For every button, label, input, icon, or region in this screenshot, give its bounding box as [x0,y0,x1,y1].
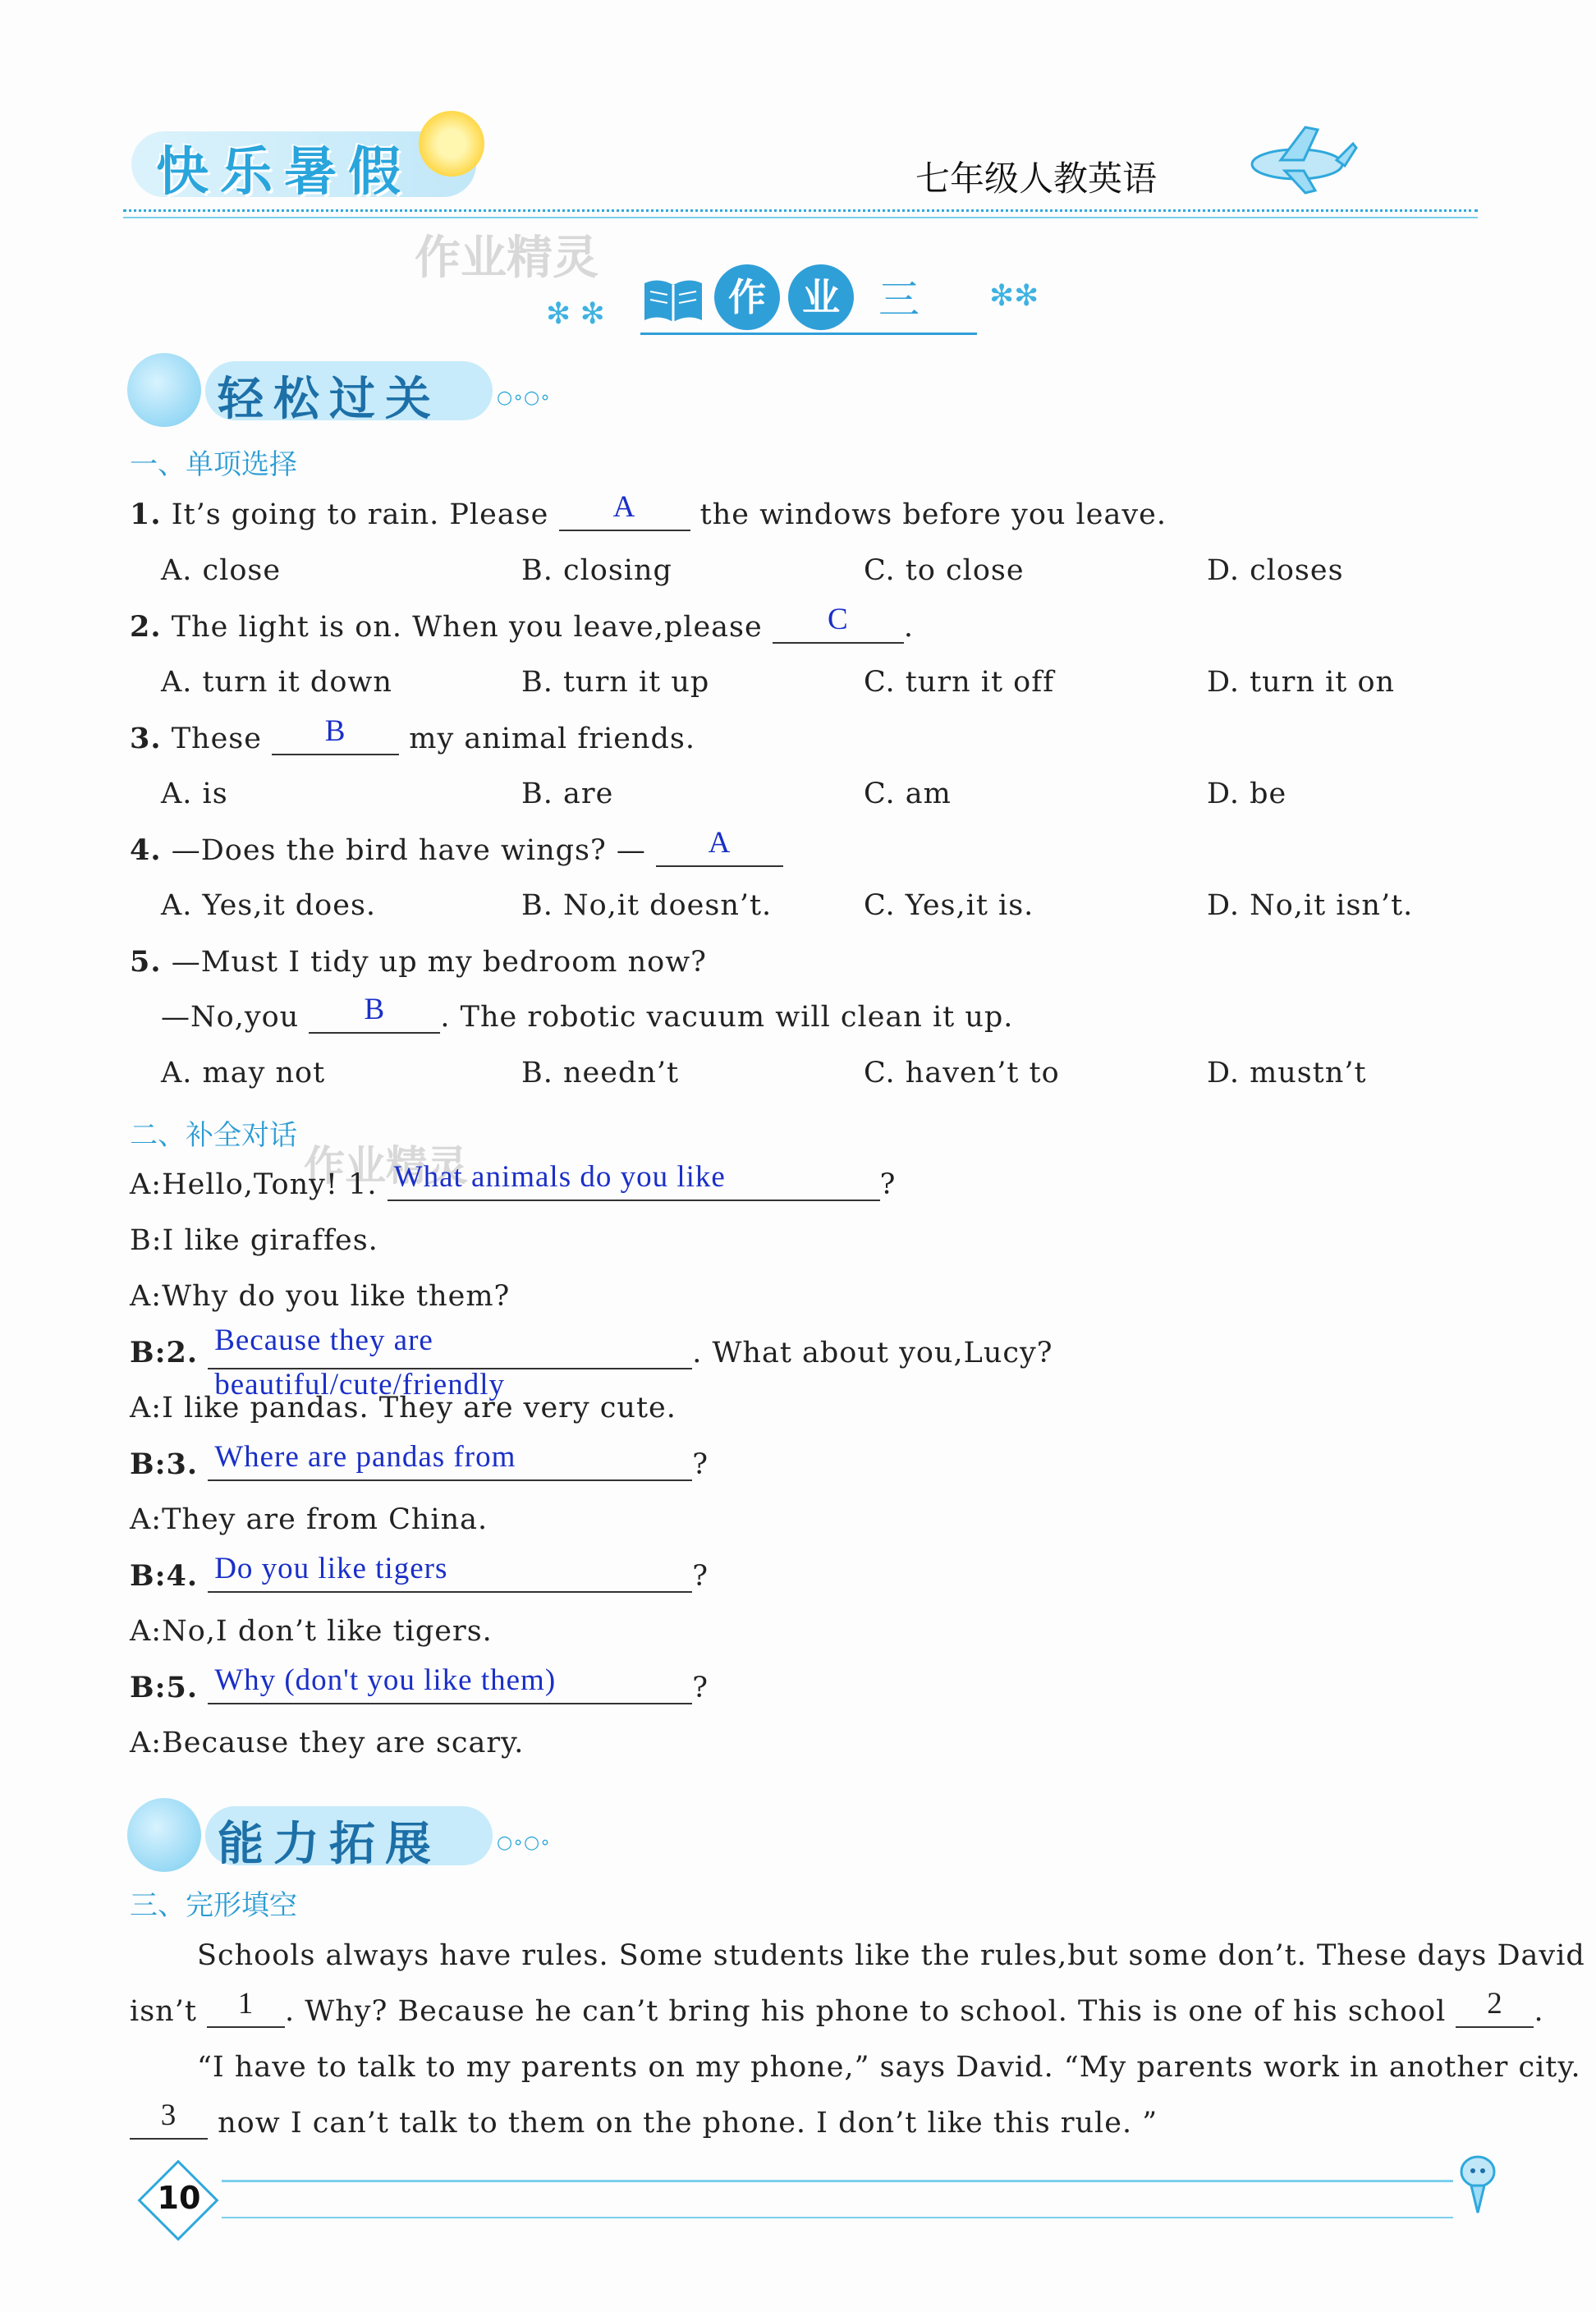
dialogue-line-4 [130,1323,1053,1401]
option-b: B. are [521,778,614,810]
decorative-dots: ○∘○∘ [497,1833,551,1853]
handwritten-answer: B [364,993,386,1026]
handwritten-answer: Why (don't you like them) [214,1663,557,1697]
dialogue-line-2: B:I like giraffes. [130,1224,378,1257]
handwritten-answer: Do you like tigers [214,1552,448,1585]
footer-divider [222,2217,1453,2218]
question-text: . [903,611,915,644]
question-number: 2. [130,610,162,644]
question-4 [130,826,783,867]
cloze-paragraph-line-1: Schools always have rules. Some students like the rules,but some don’t. These days David [197,1939,1585,1972]
question-text: —Must I tidy up my bedroom now? [171,946,707,979]
homework-banner [632,255,977,337]
cloze-blank-3[interactable] [130,2099,208,2140]
dialogue-text: . What about you,Lucy? [692,1337,1053,1369]
dialogue-text: B:2. [130,1336,199,1369]
dialogue-line-3: A:Why do you like them? [130,1280,511,1313]
option-d: D. be [1207,778,1287,810]
header-dotted-divider [123,209,1478,213]
dialogue-text: A:Hello,Tony! 1. [130,1168,378,1201]
cloze-text: . Why? Because he can’t bring his phone to school. This is one of his school [285,1995,1447,2028]
dialogue-line-11: A:Because they are scary. [130,1727,525,1759]
sun-icon [419,111,484,177]
dialogue-text: ? [692,1672,709,1704]
footer-divider [222,2180,1453,2182]
dialogue-text: B:3. [130,1447,199,1481]
section-heading-basic [123,345,550,427]
homework-number: 三 [878,276,920,323]
pencil-mascot-icon [1453,2151,1502,2217]
airplane-icon [1240,123,1363,197]
cloze-text: isn’t [130,1995,197,2028]
dialogue-blank[interactable] [208,1440,692,1481]
option-d: D. turn it on [1207,666,1396,699]
option-c: C. haven’t to [864,1057,1060,1089]
cloze-text: . [1534,1995,1544,2028]
dialogue-text: B:5. [130,1671,199,1704]
option-c: C. Yes,it is. [864,889,1034,922]
question-2 [130,603,915,644]
answer-blank[interactable] [656,826,783,867]
dialogue-text: B:4. [130,1559,199,1593]
option-a: A. close [161,554,282,587]
star-icon: ✻✻ [989,279,1039,313]
question-text: —Does the bird have wings? — [171,834,646,867]
dialogue-text: ? [879,1168,897,1201]
dialogue-line-10 [130,1663,709,1704]
cloze-text: now I can’t talk to them on the phone. I don’t like this rule. ” [218,2107,1158,2140]
option-b: B. closing [521,554,672,587]
question-5-line-2 [161,993,1014,1034]
option-a: A. Yes,it does. [161,889,377,922]
homework-underline [640,333,977,335]
blank-number: 2 [1487,1987,1503,2021]
section-title: 轻松过关 [218,373,441,426]
section-title: 能力拓展 [218,1818,441,1871]
header-divider [123,217,1478,218]
grade-subject-label: 七年级人教英语 [915,158,1158,199]
answer-blank[interactable] [272,714,399,755]
option-b: B. No,it doesn’t. [521,889,773,922]
question-number: 3. [130,722,162,755]
blank-number: 3 [160,2099,177,2132]
dialogue-text: ? [692,1560,709,1593]
answer-blank[interactable] [309,993,440,1034]
question-number: 5. [130,945,162,979]
cloze-paragraph-line-4 [130,2099,1158,2140]
part-title: 三、完形填空 [130,1889,297,1922]
rocket-icon [127,353,201,427]
option-a: A. turn it down [161,666,392,699]
dialogue-line-7: A:They are from China. [130,1503,488,1536]
handwritten-answer: A [612,490,636,524]
section-heading-extension [123,1790,550,1872]
part-title: 二、补全对话 [130,1119,297,1152]
handwritten-answer: B [324,714,346,748]
option-b: B. turn it up [521,666,710,699]
question-text: the windows before you leave. [699,498,1167,531]
star-icon: ✻ ✻ [546,297,605,331]
dialogue-line-6 [130,1440,709,1481]
cloze-blank-2[interactable] [1456,1987,1534,2028]
dialogue-blank[interactable] [388,1160,880,1201]
watermark: 作业精灵 [415,232,598,285]
answer-blank[interactable] [773,603,904,644]
option-c: C. to close [864,554,1025,587]
cloze-blank-1[interactable] [207,1987,285,2028]
option-d: D. closes [1207,554,1344,587]
option-c: C. turn it off [864,666,1055,699]
question-text: my animal friends. [409,722,695,755]
question-text: —No,you [161,1001,300,1034]
page-number: 10 [157,2180,201,2216]
cloze-paragraph-line-2 [130,1987,1544,2028]
watermark: 作业精灵 [304,1142,468,1190]
question-5 [130,945,707,979]
blank-number: 1 [237,1987,255,2021]
question-3 [130,714,695,755]
dialogue-line-8 [130,1552,709,1593]
option-b: B. needn’t [521,1057,680,1089]
page-number-badge [138,2168,220,2233]
handwritten-answer: What animals do you like [393,1160,726,1194]
homework-char-1: 作 [714,264,780,330]
option-a: A. is [161,778,228,810]
decorative-dots: ○∘○∘ [497,388,551,408]
handwritten-answer: Because they are beautiful/cute/friendly [214,1323,506,1401]
handwritten-answer: C [828,603,849,636]
dialogue-line-9: A:No,I don’t like tigers. [130,1615,493,1648]
question-text: . The robotic vacuum will clean it up. [440,1001,1014,1034]
dialogue-blank[interactable] [208,1663,692,1704]
question-text: These [171,722,262,755]
question-1 [130,490,1167,531]
dialogue-text: ? [692,1448,709,1481]
question-number: 1. [130,498,162,531]
option-d: D. mustn’t [1207,1057,1367,1089]
answer-blank[interactable] [559,490,690,531]
question-text: It’s going to rain. Please [171,498,549,531]
dialogue-blank[interactable] [208,1323,692,1401]
handwritten-answer: Where are pandas from [214,1440,516,1474]
option-c: C. am [864,778,952,810]
book-icon [640,275,706,324]
dialogue-line-5: A:I like pandas. They are very cute. [130,1392,676,1424]
question-text: The light is on. When you leave,please [171,611,763,644]
cloze-paragraph-line-3: “I have to talk to my parents on my phone,” says David. “My parents work in another city. [197,2051,1581,2084]
option-a: A. may not [161,1057,326,1089]
handwritten-answer: A [708,826,732,860]
option-d: D. No,it isn’t. [1207,889,1414,922]
part-title: 一、单项选择 [130,448,297,481]
brand-title: 快乐暑假 [156,142,412,203]
homework-char-2: 业 [788,264,854,330]
dialogue-blank[interactable] [208,1552,692,1593]
island-icon [127,1798,201,1872]
question-number: 4. [130,833,162,867]
